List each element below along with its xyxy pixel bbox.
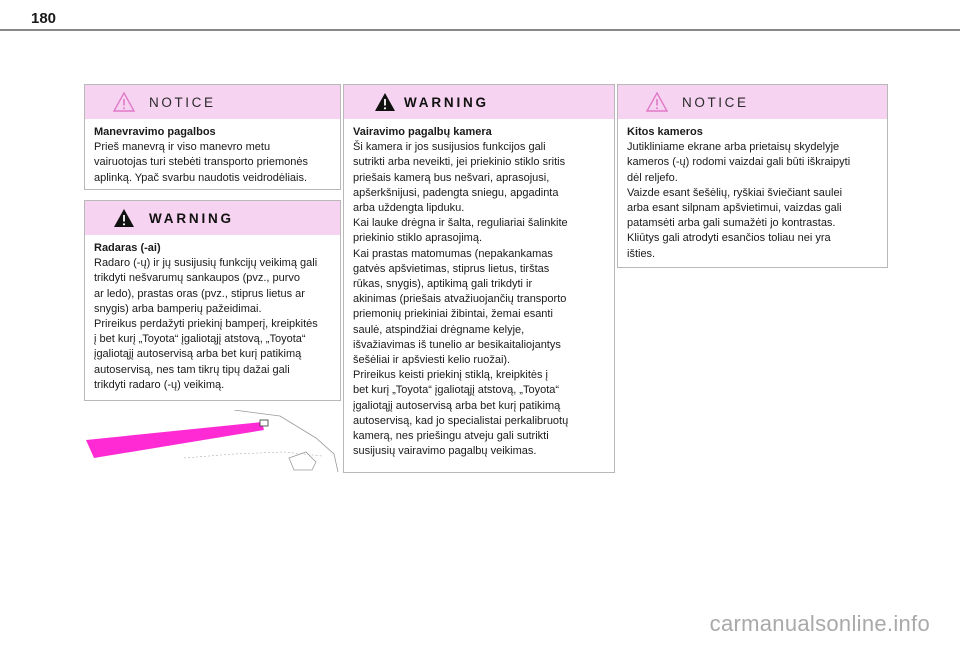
notice-header — [85, 85, 340, 119]
warning-triangle-icon — [374, 92, 396, 112]
text-line: šešėliai ir apšviesti kelio ruožai). — [353, 354, 511, 367]
notice-label: NOTICE — [682, 95, 749, 110]
warning-triangle-icon — [113, 208, 135, 228]
warning-body — [344, 119, 614, 465]
notice-box-other-cameras — [617, 84, 888, 268]
text-line: į bet kurį „Toyota“ įgaliotąjį atstovą, „Toyota“ — [94, 333, 306, 346]
warning-heading: Radaras (-ai) — [94, 242, 161, 254]
warning-header — [344, 85, 614, 119]
text-line: Kliūtys gali atrodyti esančios toliau nei yra — [627, 232, 831, 245]
notice-box-maneuver — [84, 84, 341, 190]
notice-triangle-icon — [646, 92, 668, 112]
text-line: priekinio stiklo aprasojimą. — [353, 232, 482, 245]
text-line: arba esant silpnam apšvietimui, vaizdas gali — [627, 202, 842, 215]
top-rule — [0, 29, 960, 31]
text-line: įgaliotąjį autoservisą arba bet kurį patikimą — [94, 348, 302, 361]
warning-label: WARNING — [404, 95, 489, 110]
text-line: Prireikus keisti priekinį stiklą, kreipkitės į — [353, 369, 548, 382]
warning-heading: Vairavimo pagalbų kamera — [353, 126, 492, 138]
warning-label: WARNING — [149, 211, 234, 226]
text-line: įgaliotąjį autoservisą arba bet kurį patikimą — [353, 399, 561, 412]
watermark[interactable]: carmanualsonline.info — [709, 611, 930, 636]
text-line: bet kurį „Toyota“ įgaliotąjį atstovą, „Toyota“ — [353, 384, 560, 397]
text-line: akinimas (priešais atvažiuojančių transporto — [353, 293, 567, 306]
notice-heading: Kitos kameros — [627, 126, 703, 138]
text-line: priešais kamerą bus nešvari, aprasojusi, — [353, 171, 550, 184]
text-line: gatvės apšvietimas, stiprus lietus, tirštas — [353, 262, 550, 275]
text-line: patamsėti arba gali sumažėti jo kontrastas. — [627, 217, 836, 230]
text-line: trikdyti radaro (-ų) veikimą. — [94, 378, 225, 391]
text-line: Prireikus perdažyti priekinį bamperį, kreipkitės — [94, 318, 318, 331]
notice-label: NOTICE — [149, 95, 216, 110]
notice-body — [618, 119, 887, 268]
windshield-outline — [234, 410, 338, 472]
text-line: Kai prastas matomumas (nepakankamas — [353, 247, 553, 260]
camera-icon — [260, 420, 268, 426]
text-line: Prieš manevrą ir viso manevro metu — [94, 141, 271, 154]
text-line: vairuotojas turi stebėti transporto priemonės — [94, 156, 308, 169]
text-line: sutrikti arba neveikti, jei priekinio stiklo sritis — [353, 156, 566, 169]
text-line: Vaizde esant šešėlių, ryškiai šviečiant saulei — [627, 186, 843, 199]
warning-box-radar — [84, 200, 341, 401]
page-number: 180 — [31, 10, 57, 27]
text-line: aplinką. Ypač svarbu naudotis veidrodėliais. — [94, 171, 308, 184]
text-line: išties. — [627, 247, 656, 260]
text-line: autoservisą, kad jo specialistai perkalibruotų — [353, 414, 569, 427]
text-line: arba uždengta lipduku. — [353, 202, 465, 215]
text-line: dėl reljefo. — [627, 171, 678, 184]
text-line: kamerą, nes priešingu atveju gali sutrikti — [353, 430, 549, 443]
text-line: snygis) arba bamperių pažeidimai. — [94, 302, 262, 315]
warning-box-camera — [343, 84, 615, 473]
text-line: priemonių priekiniai žibintai, žemai esanti — [353, 308, 553, 321]
text-line: Kai lauke drėgna ir šalta, reguliariai šalinkite — [353, 217, 568, 230]
text-line: saulė, atspindžiai drėgname kelyje, — [353, 323, 525, 336]
text-line: Jutikliniame ekrane arba prietaisų skydelyje — [627, 141, 840, 154]
hood-outline — [184, 452, 322, 458]
text-line: trikdyti nešvarumų sankaupos (pvz., purvo — [94, 272, 301, 285]
text-line: ar ledo), prastas oras (pvz., stiprus lietus ar — [94, 287, 305, 300]
text-line: Ši kamera ir jos susijusios funkcijos gali — [353, 141, 546, 154]
notice-body — [85, 119, 340, 192]
notice-header — [618, 85, 887, 119]
warning-body — [85, 235, 340, 399]
camera-beam — [86, 422, 264, 458]
text-line: Radaro (-ų) ir jų susijusių funkcijų veikimą gali — [94, 257, 318, 270]
notice-heading: Manevravimo pagalbos — [94, 126, 216, 138]
text-line: išvažiavimas iš tunelio ar besikaitaliojantys — [353, 338, 561, 351]
text-line: rūkas, snygis), aptikimą gali trikdyti ir — [353, 278, 533, 291]
warning-header — [85, 201, 340, 235]
text-line: kameros (-ų) rodomi vaizdai gali būti iškraipyti — [627, 156, 851, 169]
text-line: susijusių vairavimo pagalbų veikimas. — [353, 445, 537, 458]
notice-triangle-icon — [113, 92, 135, 112]
text-line: autoservisą, nes tam tikrų tipų dažai gali — [94, 363, 290, 376]
camera-beam-illustration — [84, 410, 340, 472]
text-line: apšerkšnijusi, padengta sniegu, apgadinta — [353, 186, 559, 199]
